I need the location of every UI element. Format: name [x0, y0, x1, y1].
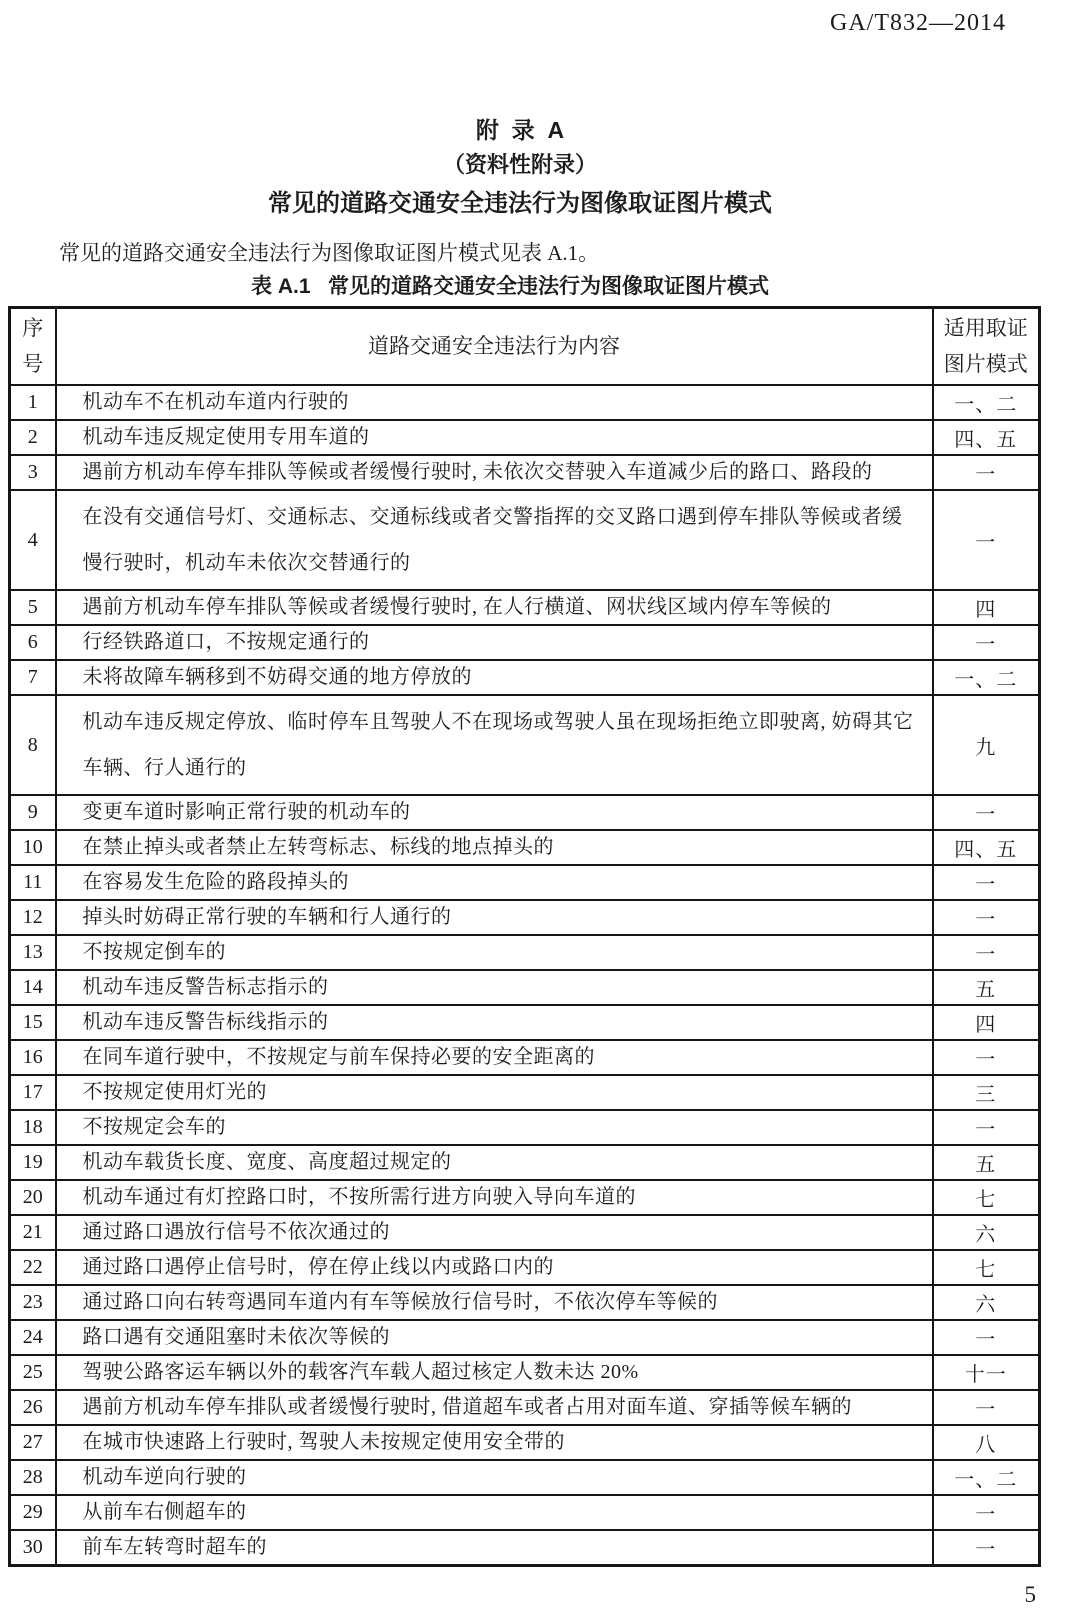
table-row	[10, 1285, 1040, 1320]
evidence-mode-cell: 七	[933, 1250, 1040, 1285]
table-row	[10, 795, 1040, 830]
table-row	[10, 625, 1040, 660]
table-row	[10, 1145, 1040, 1180]
table-row	[10, 830, 1040, 865]
violation-content-cell: 机动车不在机动车道内行驶的	[56, 385, 933, 420]
table-row	[10, 420, 1040, 455]
table-row	[10, 1390, 1040, 1425]
table-row	[10, 1320, 1040, 1355]
table-row	[10, 490, 1040, 590]
row-number-cell: 14	[10, 970, 56, 1005]
row-number-cell: 22	[10, 1250, 56, 1285]
table-row	[10, 1075, 1040, 1110]
evidence-mode-cell: 八	[933, 1425, 1040, 1460]
evidence-mode-cell: 四	[933, 590, 1040, 625]
row-number-cell: 23	[10, 1285, 56, 1320]
table-row	[10, 695, 1040, 795]
violation-content-cell: 通过路口遇放行信号不依次通过的	[56, 1215, 933, 1250]
intro-paragraph: 常见的道路交通安全违法行为图像取证图片模式见表 A.1。	[59, 241, 600, 265]
violation-content-cell: 不按规定使用灯光的	[56, 1075, 933, 1110]
violation-content-cell: 机动车逆向行驶的	[56, 1460, 933, 1495]
appendix-subheading: （资料性附录）	[442, 152, 597, 177]
evidence-mode-cell: 一	[933, 1320, 1040, 1355]
violation-content-cell: 前车左转弯时超车的	[56, 1530, 933, 1566]
table-row	[10, 455, 1040, 490]
row-number-cell: 29	[10, 1495, 56, 1530]
violation-content-cell: 机动车通过有灯控路口时，不按所需行进方向驶入导向车道的	[56, 1180, 933, 1215]
evidence-mode-cell: 七	[933, 1180, 1040, 1215]
evidence-mode-cell: 四	[933, 1005, 1040, 1040]
violation-content-cell: 机动车违反规定停放、临时停车且驾驶人不在现场或驾驶人虽在现场拒绝立即驶离, 妨碍其它车辆、行人通行的	[56, 695, 933, 795]
violation-content-cell: 变更车道时影响正常行驶的机动车的	[56, 795, 933, 830]
violation-content-cell: 不按规定倒车的	[56, 935, 933, 970]
table-header-row	[10, 308, 1040, 386]
violation-content-cell: 未将故障车辆移到不妨碍交通的地方停放的	[56, 660, 933, 695]
row-number-cell: 10	[10, 830, 56, 865]
table-row	[10, 1250, 1040, 1285]
violation-content-cell: 从前车右侧超车的	[56, 1495, 933, 1530]
row-number-cell: 12	[10, 900, 56, 935]
evidence-mode-cell: 一	[933, 1040, 1040, 1075]
table-row	[10, 1530, 1040, 1566]
evidence-mode-cell: 一	[933, 490, 1040, 590]
table-row	[10, 935, 1040, 970]
table-row	[10, 1495, 1040, 1530]
evidence-mode-cell: 一	[933, 1530, 1040, 1566]
row-number-cell: 21	[10, 1215, 56, 1250]
violation-content-cell: 机动车违反规定使用专用车道的	[56, 420, 933, 455]
row-number-cell: 15	[10, 1005, 56, 1040]
violation-content-cell: 遇前方机动车停车排队或者缓慢行驶时, 借道超车或者占用对面车道、穿插等候车辆的	[56, 1390, 933, 1425]
evidence-mode-cell: 六	[933, 1215, 1040, 1250]
evidence-mode-cell: 一	[933, 900, 1040, 935]
evidence-mode-cell: 一	[933, 1495, 1040, 1530]
evidence-mode-cell: 六	[933, 1285, 1040, 1320]
evidence-mode-cell: 五	[933, 1145, 1040, 1180]
table-row	[10, 590, 1040, 625]
evidence-mode-cell: 一、二	[933, 660, 1040, 695]
row-number-cell: 16	[10, 1040, 56, 1075]
row-number-cell: 6	[10, 625, 56, 660]
violation-content-cell: 行经铁路道口，不按规定通行的	[56, 625, 933, 660]
evidence-mode-cell: 一	[933, 1110, 1040, 1145]
violation-content-cell: 机动车载货长度、宽度、高度超过规定的	[56, 1145, 933, 1180]
evidence-mode-cell: 一	[933, 795, 1040, 830]
evidence-mode-cell: 一	[933, 455, 1040, 490]
row-number-cell: 27	[10, 1425, 56, 1460]
row-number-cell: 2	[10, 420, 56, 455]
table-caption: 表 A.1 常见的道路交通安全违法行为图像取证图片模式	[250, 275, 769, 298]
row-number-cell: 17	[10, 1075, 56, 1110]
row-number-cell: 9	[10, 795, 56, 830]
violation-content-cell: 机动车违反警告标线指示的	[56, 1005, 933, 1040]
row-number-cell: 7	[10, 660, 56, 695]
row-number-cell: 26	[10, 1390, 56, 1425]
row-number-cell: 19	[10, 1145, 56, 1180]
row-number-cell: 1	[10, 385, 56, 420]
standard-number: GA/T832—2014	[830, 10, 1006, 36]
evidence-mode-cell: 四、五	[933, 420, 1040, 455]
table-row	[10, 900, 1040, 935]
row-number-cell: 4	[10, 490, 56, 590]
violation-content-cell: 驾驶公路客运车辆以外的载客汽车载人超过核定人数未达 20%	[56, 1355, 933, 1390]
evidence-mode-cell: 一	[933, 625, 1040, 660]
column-header-number: 序号	[10, 308, 56, 386]
table-row	[10, 1005, 1040, 1040]
violation-content-cell: 机动车违反警告标志指示的	[56, 970, 933, 1005]
table-row	[10, 970, 1040, 1005]
appendix-title: 常见的道路交通安全违法行为图像取证图片模式	[268, 190, 772, 217]
violation-content-cell: 在禁止掉头或者禁止左转弯标志、标线的地点掉头的	[56, 830, 933, 865]
row-number-cell: 20	[10, 1180, 56, 1215]
evidence-mode-cell: 一	[933, 1390, 1040, 1425]
violation-content-cell: 路口遇有交通阻塞时未依次等候的	[56, 1320, 933, 1355]
violation-content-cell: 通过路口遇停止信号时，停在停止线以内或路口内的	[56, 1250, 933, 1285]
row-number-cell: 28	[10, 1460, 56, 1495]
violation-table	[8, 306, 1041, 1567]
violation-content-cell: 在容易发生危险的路段掉头的	[56, 865, 933, 900]
table-row	[10, 1425, 1040, 1460]
table-row	[10, 1215, 1040, 1250]
table-row	[10, 1460, 1040, 1495]
row-number-cell: 11	[10, 865, 56, 900]
violation-content-cell: 在城市快速路上行驶时, 驾驶人未按规定使用安全带的	[56, 1425, 933, 1460]
row-number-cell: 18	[10, 1110, 56, 1145]
evidence-mode-cell: 一	[933, 865, 1040, 900]
row-number-cell: 30	[10, 1530, 56, 1566]
row-number-cell: 5	[10, 590, 56, 625]
appendix-heading: 附 录 A	[475, 117, 565, 143]
table-row	[10, 1180, 1040, 1215]
violation-content-cell: 掉头时妨碍正常行驶的车辆和行人通行的	[56, 900, 933, 935]
table-row	[10, 385, 1040, 420]
table-row	[10, 1355, 1040, 1390]
row-number-cell: 8	[10, 695, 56, 795]
evidence-mode-cell: 一、二	[933, 1460, 1040, 1495]
evidence-mode-cell: 五	[933, 970, 1040, 1005]
violation-content-cell: 在同车道行驶中，不按规定与前车保持必要的安全距离的	[56, 1040, 933, 1075]
table-row	[10, 865, 1040, 900]
evidence-mode-cell: 三	[933, 1075, 1040, 1110]
column-header-mode: 适用取证图片模式	[933, 308, 1040, 386]
evidence-mode-cell: 一、二	[933, 385, 1040, 420]
row-number-cell: 25	[10, 1355, 56, 1390]
evidence-mode-cell: 九	[933, 695, 1040, 795]
page-number: 5	[1024, 1582, 1036, 1607]
row-number-cell: 3	[10, 455, 56, 490]
table-row	[10, 1110, 1040, 1145]
row-number-cell: 24	[10, 1320, 56, 1355]
violation-content-cell: 在没有交通信号灯、交通标志、交通标线或者交警指挥的交叉路口遇到停车排队等候或者缓慢行驶时，机动车未依次交替通行的	[56, 490, 933, 590]
violation-content-cell: 不按规定会车的	[56, 1110, 933, 1145]
evidence-mode-cell: 十一	[933, 1355, 1040, 1390]
row-number-cell: 13	[10, 935, 56, 970]
table-row	[10, 660, 1040, 695]
violation-content-cell: 遇前方机动车停车排队等候或者缓慢行驶时, 未依次交替驶入车道减少后的路口、路段的	[56, 455, 933, 490]
violation-content-cell: 通过路口向右转弯遇同车道内有车等候放行信号时，不依次停车等候的	[56, 1285, 933, 1320]
evidence-mode-cell: 四、五	[933, 830, 1040, 865]
table-row	[10, 1040, 1040, 1075]
violation-content-cell: 遇前方机动车停车排队等候或者缓慢行驶时, 在人行横道、网状线区域内停车等候的	[56, 590, 933, 625]
column-header-content: 道路交通安全违法行为内容	[56, 308, 933, 386]
evidence-mode-cell: 一	[933, 935, 1040, 970]
